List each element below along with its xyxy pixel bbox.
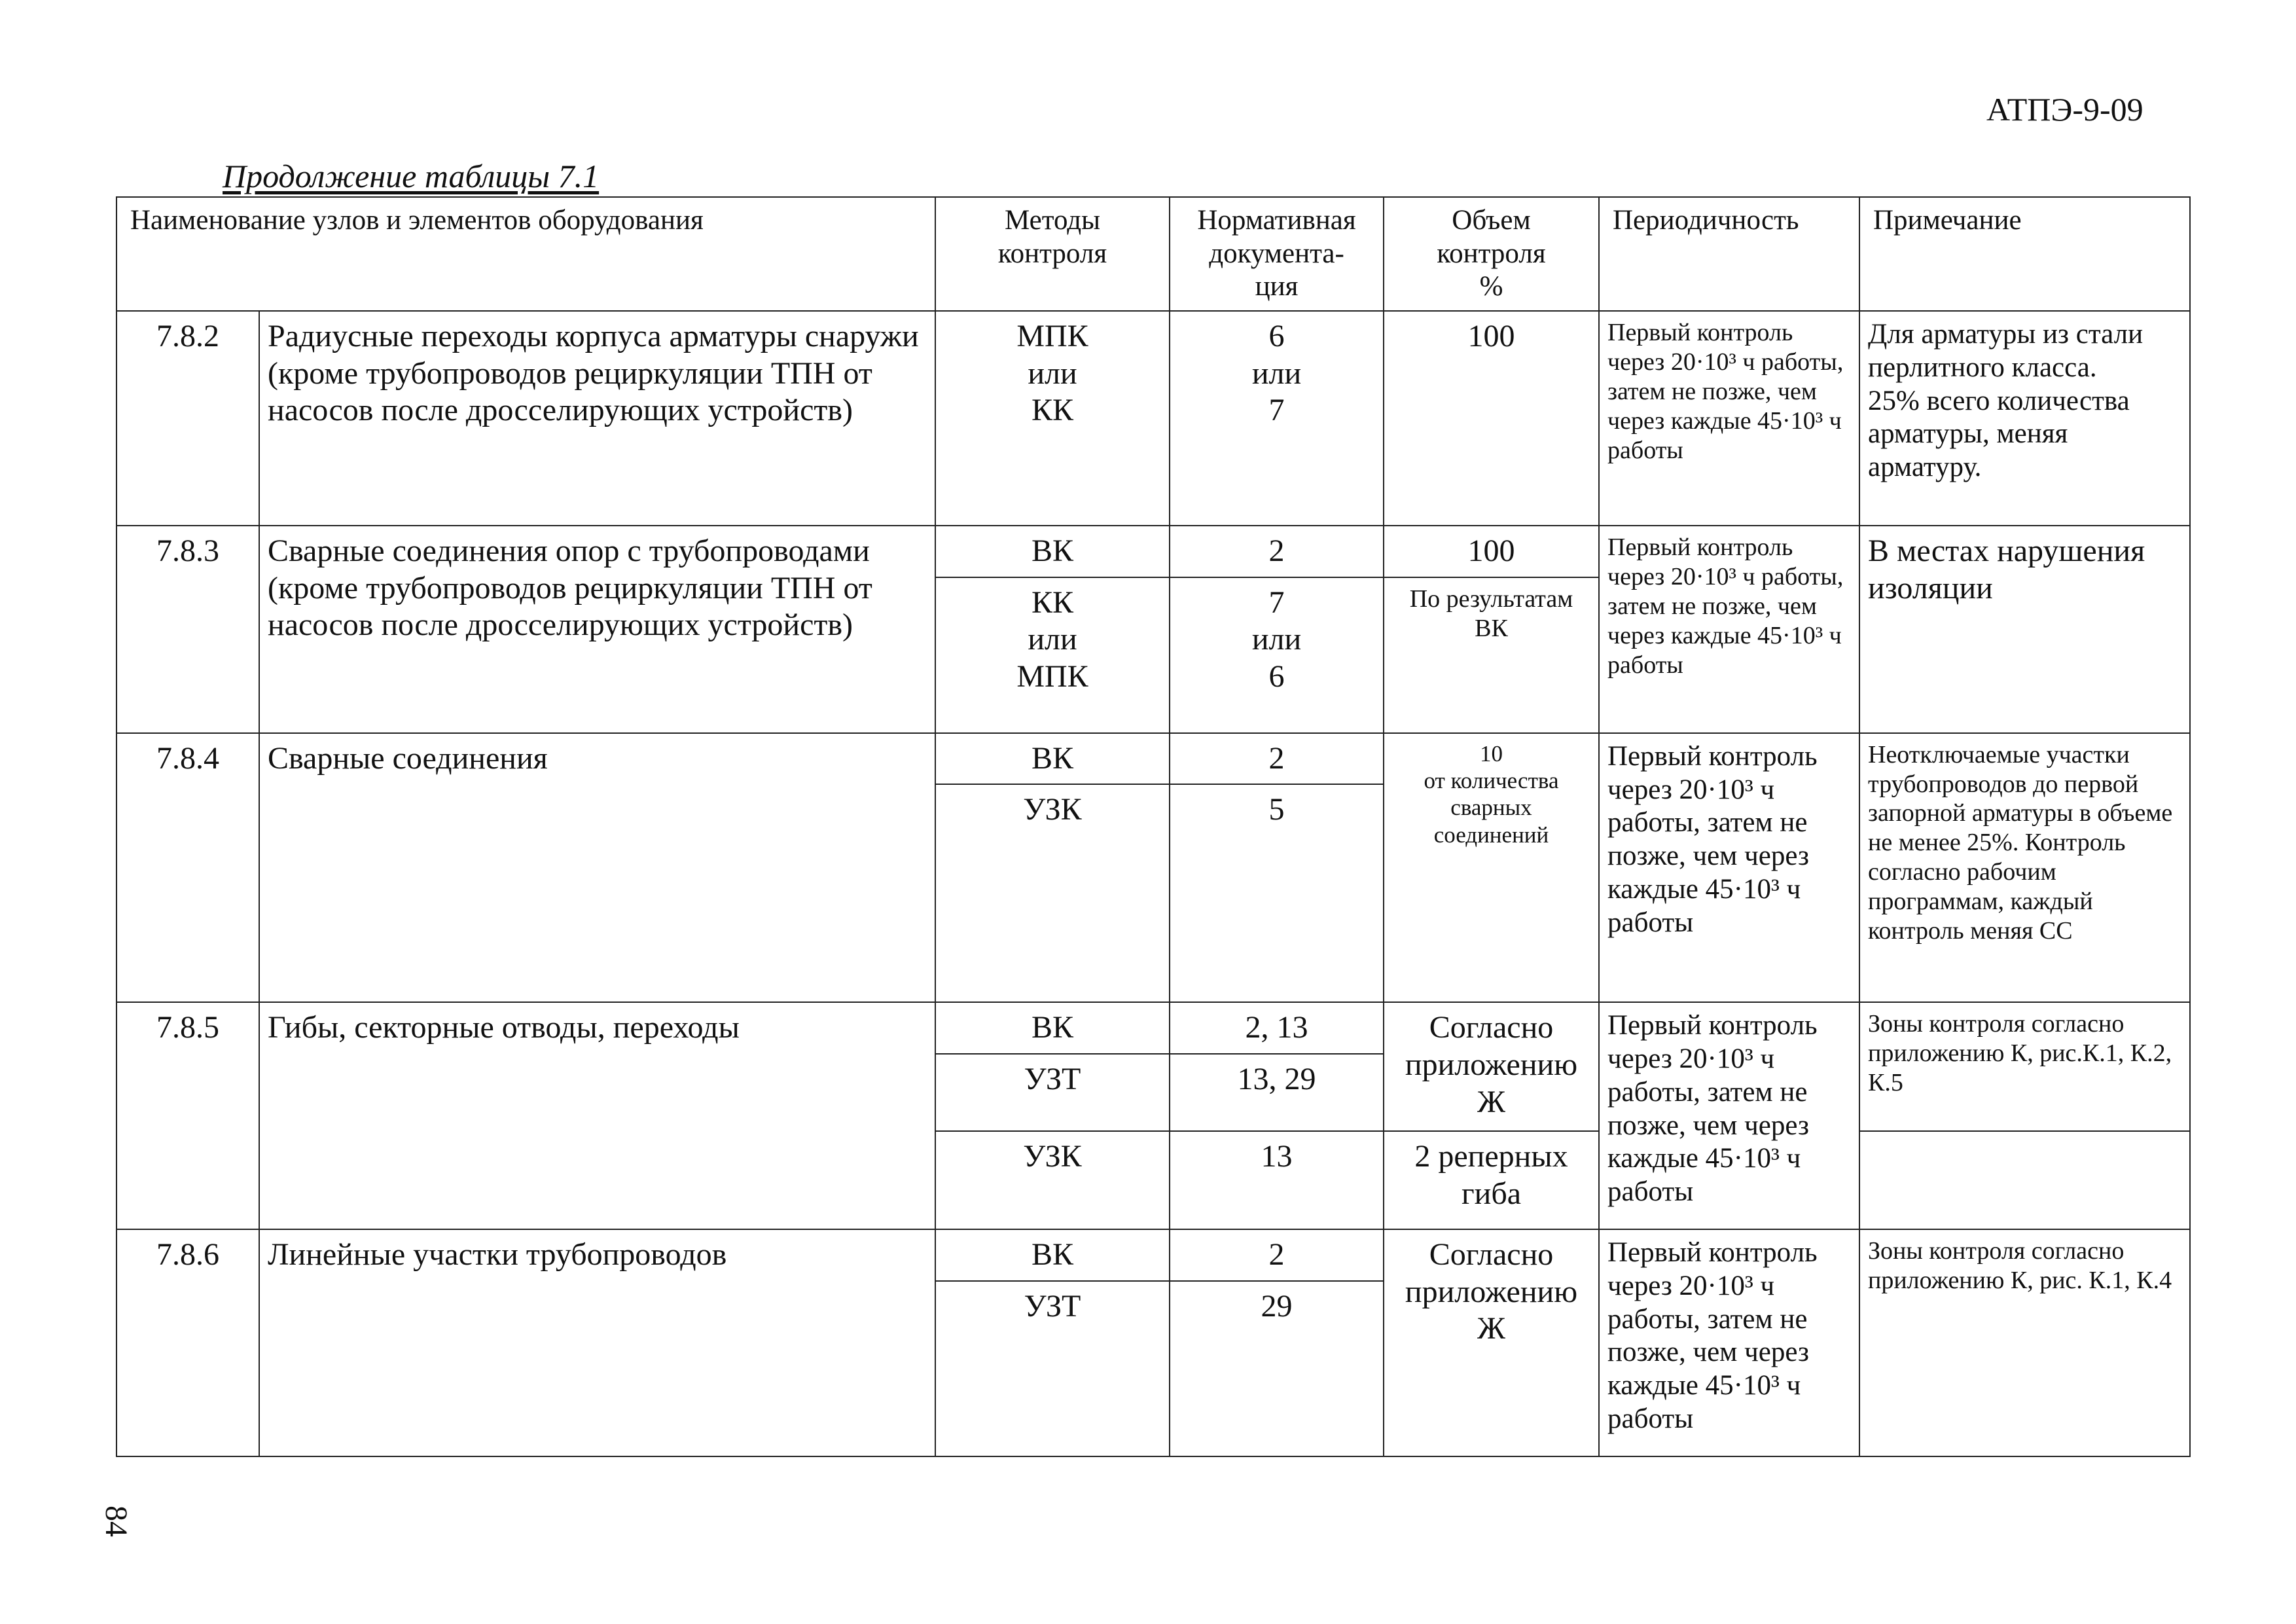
col-header-docs: Нормативная документа- ция (1170, 197, 1384, 311)
row-number: 7.8.4 (117, 733, 259, 1003)
row-number: 7.8.5 (117, 1002, 259, 1229)
normative-docs: 13, 29 (1170, 1054, 1384, 1131)
note: В местах нарушения изоляции (1859, 526, 2190, 733)
control-volume: Согласно приложению Ж (1384, 1002, 1599, 1131)
normative-docs: 2 (1170, 526, 1384, 577)
control-methods: ВК (935, 526, 1170, 577)
row-number: 7.8.3 (117, 526, 259, 733)
control-table (116, 196, 2191, 1457)
note: Зоны контроля согласно приложению К, рис.К.1, К.2, К.5 (1859, 1002, 2190, 1131)
control-methods: МПК или КК (935, 311, 1170, 526)
normative-docs: 7 или 6 (1170, 577, 1384, 733)
element-name: Радиусные переходы корпуса арматуры снаружи (кроме трубопроводов рециркуляции ТПН от насосов после дросселирующих устройств) (259, 311, 935, 526)
periodicity: Первый контроль через 20·10³ ч работы, затем не позже, чем через каждые 45·10³ ч работы (1599, 311, 1859, 526)
normative-docs: 2 (1170, 733, 1384, 785)
periodicity: Первый контроль через 20·10³ ч работы, затем не позже, чем через каждые 45·10³ ч работы (1599, 526, 1859, 733)
table-row (117, 526, 2190, 577)
control-methods: УЗК (935, 784, 1170, 1002)
note: Для арматуры из стали перлитного класса. 25% всего количества арматуры, меняя арматуру. (1859, 311, 2190, 526)
row-number: 7.8.2 (117, 311, 259, 526)
control-volume: 2 реперных гиба (1384, 1131, 1599, 1229)
element-name: Гибы, секторные отводы, переходы (259, 1002, 935, 1229)
table-caption: Продолжение таблицы 7.1 (223, 158, 600, 194)
normative-docs: 6 или 7 (1170, 311, 1384, 526)
control-methods: КК или МПК (935, 577, 1170, 733)
periodicity: Первый контроль через 20·10³ ч работы, затем не позже, чем через каждые 45·10³ ч работы (1599, 1002, 1859, 1229)
col-header-name: Наименование узлов и элементов оборудования (117, 197, 935, 311)
periodicity: Первый контроль через 20·10³ ч работы, затем не позже, чем через каждые 45·10³ ч работы (1599, 733, 1859, 1003)
table-header-row (117, 197, 2190, 311)
normative-docs: 2 (1170, 1229, 1384, 1281)
document-code: АТПЭ-9-09 (1986, 91, 2144, 128)
table-row (117, 733, 2190, 785)
col-header-note: Примечание (1859, 197, 2190, 311)
note: Неотключаемые участки трубопроводов до первой запорной арматуры в объеме не менее 25%. Контроль согласно рабочим программам, каждый контроль меняя СС (1859, 733, 2190, 1003)
control-volume: 10 от количества сварных соединений (1384, 733, 1599, 1003)
normative-docs: 29 (1170, 1281, 1384, 1456)
control-methods: УЗТ (935, 1281, 1170, 1456)
note-empty (1859, 1131, 2190, 1229)
control-methods: УЗТ (935, 1054, 1170, 1131)
control-methods: УЗК (935, 1131, 1170, 1229)
element-name: Сварные соединения (259, 733, 935, 1003)
control-volume: По результатам ВК (1384, 577, 1599, 733)
row-number: 7.8.6 (117, 1229, 259, 1456)
col-header-volume: Объем контроля % (1384, 197, 1599, 311)
table-row (117, 1002, 2190, 1054)
normative-docs: 2, 13 (1170, 1002, 1384, 1054)
page-number: 84 (99, 1506, 134, 1537)
col-header-methods: Методы контроля (935, 197, 1170, 311)
table-row (117, 1229, 2190, 1281)
control-methods: ВК (935, 1002, 1170, 1054)
control-volume: 100 (1384, 526, 1599, 577)
control-methods: ВК (935, 1229, 1170, 1281)
table-row (117, 311, 2190, 526)
col-header-period: Периодичность (1599, 197, 1859, 311)
normative-docs: 13 (1170, 1131, 1384, 1229)
control-methods: ВК (935, 733, 1170, 785)
periodicity: Первый контроль через 20·10³ ч работы, затем не позже, чем через каждые 45·10³ ч работы (1599, 1229, 1859, 1456)
element-name: Линейные участки трубопроводов (259, 1229, 935, 1456)
normative-docs: 5 (1170, 784, 1384, 1002)
control-volume: Согласно приложению Ж (1384, 1229, 1599, 1456)
note: Зоны контроля согласно приложению К, рис. К.1, К.4 (1859, 1229, 2190, 1456)
element-name: Сварные соединения опор с трубопроводами (кроме трубопроводов рециркуляции ТПН от насосов после дросселирующих устройств) (259, 526, 935, 733)
control-volume: 100 (1384, 311, 1599, 526)
